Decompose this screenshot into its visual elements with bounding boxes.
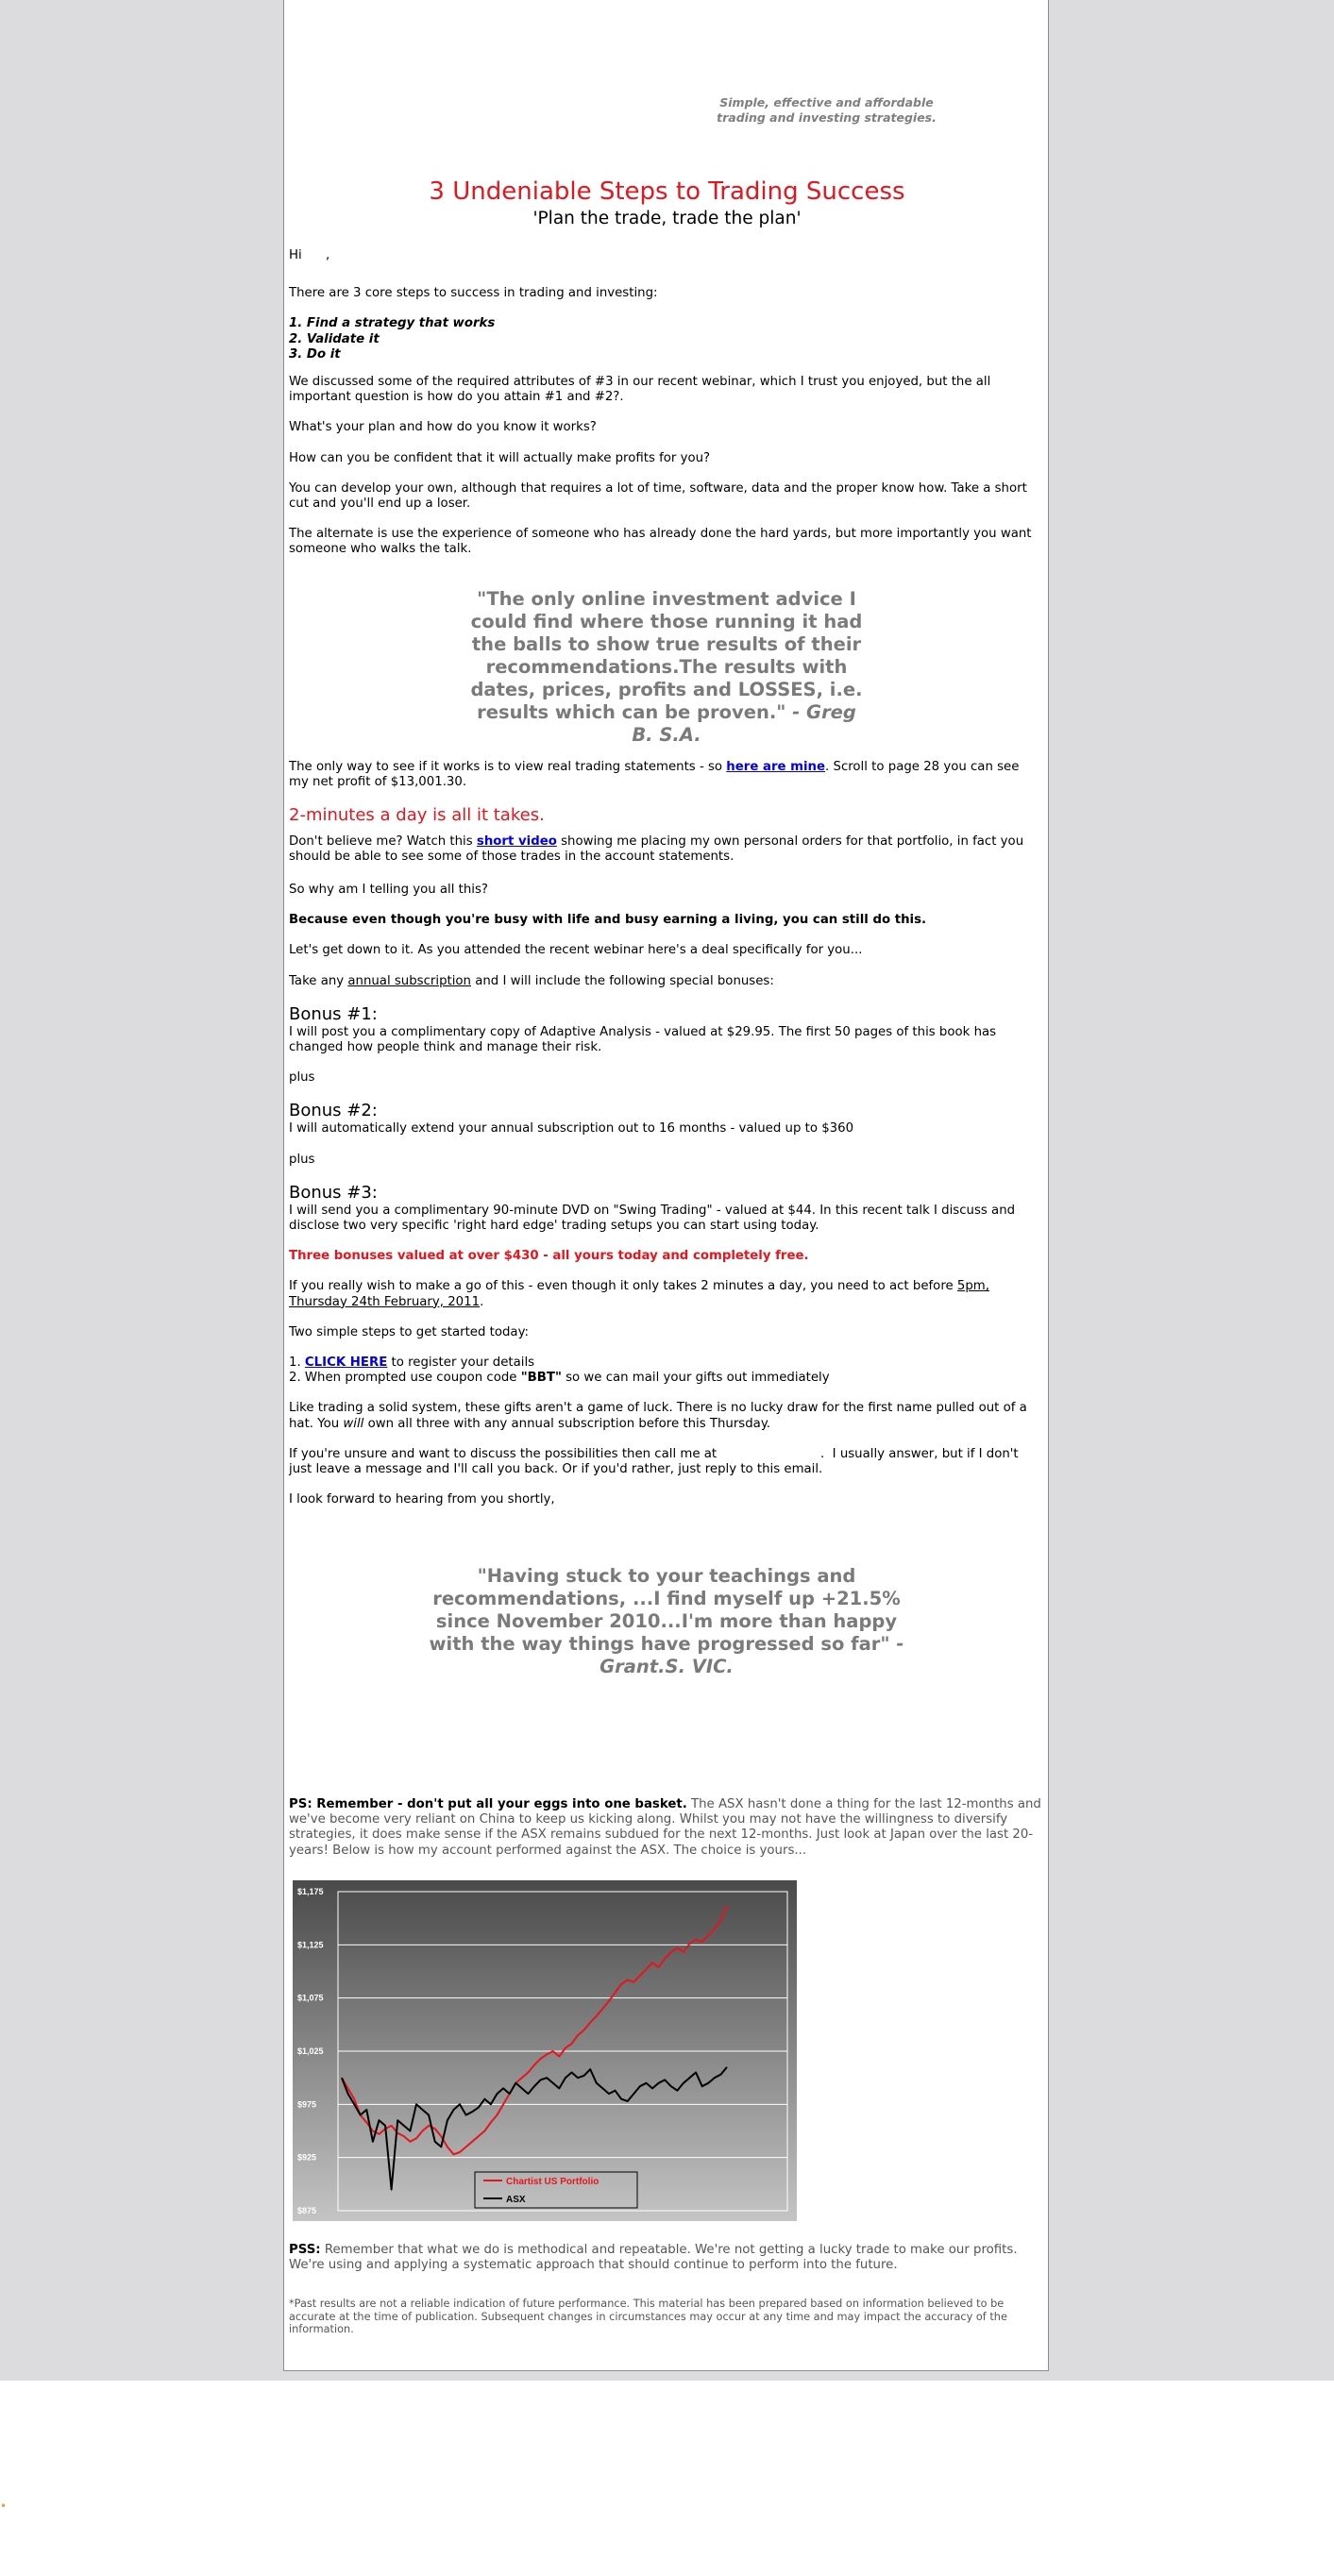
ps-text: PS: Remember - don't put all your eggs into one basket. The ASX hasn't done a thing for the last 12-months and we've become very reliant on China to keep us kicking along. Whilst you may not have the willingness to diversify strategies, it does make sense if the ASX remains subdued for the next 12-months. Just look at Japan over the last 20-years! Below is how my account performed against the ASX. The choice is yours... xyxy=(289,1797,1041,1858)
step-list xyxy=(289,316,1041,362)
paragraph: So why am I telling you all this? xyxy=(289,883,488,898)
bonus-text: I will send you a complimentary 90-minute DVD on "Swing Trading" - valued at $44. In this recent talk I discuss and disclose two very specific 'right hard edge' trading setups you can start using today. xyxy=(289,1203,1016,1234)
step-item: 1. Find a strategy that works xyxy=(289,316,496,331)
y-tick-label: $1,175 xyxy=(297,1887,324,1896)
because-text: Because even though you're busy with life and busy earning a living, you can still do this. xyxy=(289,913,927,928)
quote-text: "Having stuck to your teachings and recommendations, ...I find myself up +21.5% since November 2010...I'm more than happy with the way things have progressed so far" xyxy=(429,1565,901,1655)
statements-text: The only way to see if it works is to view real trading statements - so here are mine. Scroll to page 28 you can see my net profit of $13,001.30. xyxy=(289,760,1020,790)
y-tick-label: $1,125 xyxy=(297,1940,324,1950)
bonus-heading: Bonus #2: xyxy=(289,1101,378,1121)
closing-text: I look forward to hearing from you shortly, xyxy=(289,1492,555,1507)
deadline-date: 5pm, Thursday 24th February, 2011 xyxy=(289,1279,989,1309)
plus-text: plus xyxy=(289,1152,315,1167)
paragraph: We discussed some of the required attributes of #3 in our recent webinar, which I trust you enjoyed, but the all important question is how do you attain #1 and #2?. xyxy=(289,375,991,405)
paragraph: The alternate is use the experience of someone who has already done the hard yards, but more importantly you want someone who walks the talk. xyxy=(289,527,1032,557)
paragraph: How can you be confident that it will actually make profits for you? xyxy=(289,450,711,465)
call-text: If you're unsure and want to discuss the possibilities then call me at . I usually answer, but if I don't just leave a message and I'll call you back. Or if you'd rather, just reply to this email. xyxy=(289,1446,1022,1477)
testimonial-quote xyxy=(426,1565,907,1678)
page-title: 3 Undeniable Steps to Trading Success xyxy=(429,177,905,206)
ps-section xyxy=(289,1797,1041,1859)
quote-author: - Grant.S. VIC. xyxy=(599,1633,904,1677)
bonus-text: I will automatically extend your annual subscription out to 16 months - valued up to $360 xyxy=(289,1121,854,1136)
pss-section xyxy=(289,2243,1041,2336)
paragraph: Let's get down to it. As you attended the recent webinar here's a deal specifically for you... xyxy=(289,943,863,958)
page-subtitle: 'Plan the trade, trade the plan' xyxy=(532,209,802,228)
step-item: 2. Validate it xyxy=(289,331,380,346)
three-bonuses-text: Three bonuses valued at over $430 - all yours today and completely free. xyxy=(289,1249,809,1264)
register-step: 1. CLICK HERE to register your details xyxy=(289,1355,535,1371)
header-tagline: Simple, effective and affordable trading and investing strategies. xyxy=(717,95,937,125)
legend-label: Chartist US Portfolio xyxy=(506,2177,599,2187)
performance-chart xyxy=(293,1880,797,2221)
video-text: Don't believe me? Watch this short video showing me placing my own personal orders for that portfolio, in fact you should be able to see some of those trades in the account statements. xyxy=(289,833,1024,864)
statements-link[interactable]: here are mine xyxy=(726,760,826,774)
intro-text: There are 3 core steps to success in trading and investing: xyxy=(289,286,658,301)
intro-section xyxy=(289,248,1041,558)
pss-text: PSS: Remember that what we do is methodical and repeatable. We're not getting a lucky trade to make our profits. We're using and applying a systematic approach that should continue to perform into the future. xyxy=(289,2243,1018,2273)
step-item: 3. Do it xyxy=(289,346,341,362)
paragraph: You can develop your own, although that requires a lot of time, software, data and the proper know how. Take a short cut and you'll end up a loser. xyxy=(289,480,1027,512)
statements-section xyxy=(289,760,1041,1507)
coupon-step: 2. When prompted use coupon code "BBT" so we can mail your gifts out immediately xyxy=(289,1371,830,1386)
coupon-code: "BBT" xyxy=(520,1371,562,1386)
disclaimer: *Past results are not a reliable indication of future performance. This material has been prepared based on information believed to be accurate at the time of publication. Subsequent changes in circumstances may occur at any time and may impact the accuracy of the information. xyxy=(289,2298,1007,2336)
luck-text: Like trading a solid system, these gifts aren't a game of luck. There is no lucky draw for the first name pulled out of a hat. You will own all three with any annual subscription before this Thursday. xyxy=(289,1401,1027,1431)
minutes-heading: 2-minutes a day is all it takes. xyxy=(289,805,545,826)
paragraph: Two simple steps to get started today: xyxy=(289,1324,529,1339)
quote-author: - Greg B. S.A. xyxy=(632,701,856,746)
deadline-text: If you really wish to make a go of this - even though it only takes 2 minutes a day, you need to act before 5pm, Thursday 24th February, 2011. xyxy=(289,1279,989,1309)
quote-text: "The only online investment advice I could find where those running it had the balls to show true results of their recommendations.The results with dates, prices, profits and LOSSES, i.e. results which can be proven." xyxy=(470,588,863,723)
y-tick-label: $1,025 xyxy=(297,2046,324,2056)
bonus-heading: Bonus #3: xyxy=(289,1182,378,1203)
click-here-link[interactable]: CLICK HERE xyxy=(304,1355,388,1371)
short-video-link[interactable]: short video xyxy=(476,833,557,849)
y-tick-label: $875 xyxy=(297,2206,317,2215)
greeting: Hi , xyxy=(289,248,330,262)
annual-subscription-link[interactable]: annual subscription xyxy=(347,973,471,988)
testimonial-quote xyxy=(468,588,865,747)
corner-icon: • xyxy=(0,2500,8,2513)
paragraph: What's your plan and how do you know it works? xyxy=(289,420,597,435)
y-tick-label: $1,075 xyxy=(297,1993,324,2003)
plus-text: plus xyxy=(289,1070,315,1086)
bonus-heading: Bonus #1: xyxy=(289,1003,378,1024)
legend-label: ASX xyxy=(506,2195,526,2205)
take-text: Take any annual subscription and I will include the following special bonuses: xyxy=(289,973,774,988)
y-tick-label: $925 xyxy=(297,2152,317,2163)
y-tick-label: $975 xyxy=(297,2099,317,2110)
bonus-text: I will post you a complimentary copy of Adaptive Analysis - valued at $29.95. The first 50 pages of this book has changed how people think and manage their risk. xyxy=(289,1024,997,1055)
